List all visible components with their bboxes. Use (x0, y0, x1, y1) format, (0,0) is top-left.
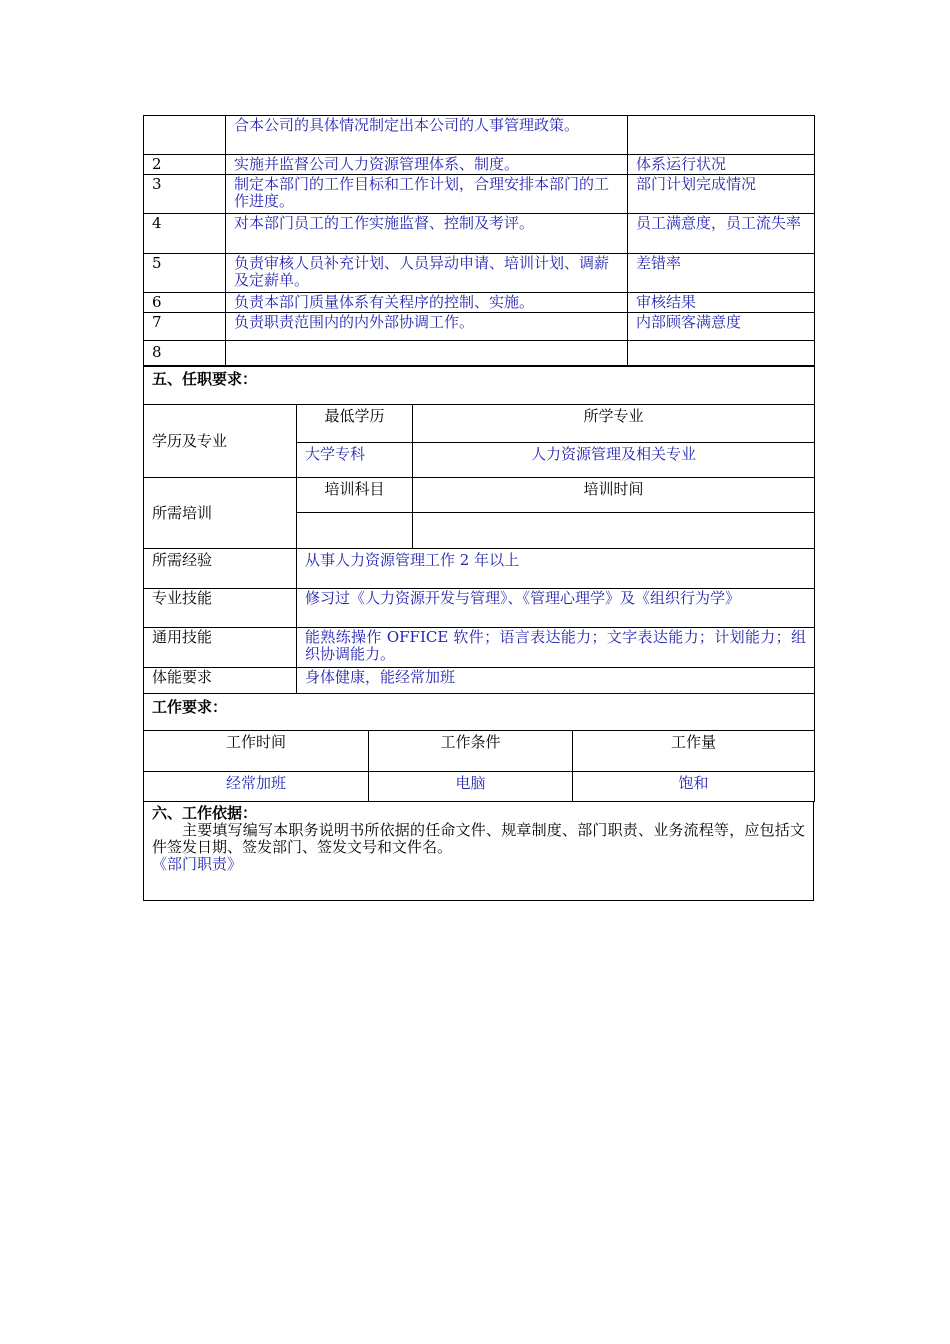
basis-table (143, 801, 814, 901)
pro-skills-label: 专业技能 (144, 589, 297, 628)
table-row (144, 341, 815, 367)
table-row (144, 175, 815, 214)
duty-kpi: 体系运行状况 (628, 155, 815, 175)
table-row (144, 254, 815, 293)
duty-text: 负责审核人员补充计划、人员异动申请、培训计划、调薪及定薪单。 (226, 254, 628, 293)
duty-number: 4 (144, 214, 226, 254)
table-row (144, 802, 814, 901)
duty-kpi (628, 116, 815, 155)
experience-value: 从事人力资源管理工作 2 年以上 (297, 549, 815, 589)
duty-text: 负责本部门质量体系有关程序的控制、实施。 (226, 293, 628, 313)
min-education-header: 最低学历 (297, 405, 413, 443)
training-time-header: 培训时间 (413, 478, 815, 513)
table-row (144, 214, 815, 254)
basis-document: 《部门职责》 (152, 855, 243, 873)
basis-cell (144, 802, 814, 901)
major-header: 所学专业 (413, 405, 815, 443)
work-table (143, 730, 815, 802)
table-row (144, 668, 815, 694)
table-row (144, 628, 815, 668)
duty-number: 7 (144, 313, 226, 341)
duty-number: 2 (144, 155, 226, 175)
duty-kpi: 差错率 (628, 254, 815, 293)
duty-number: 3 (144, 175, 226, 214)
workload-header: 工作量 (573, 731, 815, 772)
training-label: 所需培训 (144, 478, 297, 549)
basis-title: 六、工作依据： (152, 804, 258, 822)
work-condition-value: 电脑 (369, 772, 573, 802)
pro-skills-value: 修习过《人力资源开发与管理》、《管理心理学》及《组织行为学》 (297, 589, 815, 628)
table-row (144, 731, 815, 772)
table-row (144, 478, 815, 513)
table-row (144, 366, 815, 405)
duty-kpi: 部门计划完成情况 (628, 175, 815, 214)
training-subject-header: 培训科目 (297, 478, 413, 513)
table-row (144, 116, 815, 155)
min-education-value: 大学专科 (297, 443, 413, 478)
table-row (144, 313, 815, 341)
general-skills-value: 能熟练操作 OFFICE 软件；语言表达能力；文字表达能力；计划能力；组织协调能力。 (297, 628, 815, 668)
duty-kpi (628, 341, 815, 367)
duty-text: 实施并监督公司人力资源管理体系、制度。 (226, 155, 628, 175)
work-time-value: 经常加班 (144, 772, 369, 802)
table-row (144, 405, 815, 443)
training-time-value (413, 513, 815, 549)
table-row (144, 549, 815, 589)
general-skills-label: 通用技能 (144, 628, 297, 668)
requirements-block (143, 365, 814, 901)
duty-text: 制定本部门的工作目标和工作计划，合理安排本部门的工作进度。 (226, 175, 628, 214)
skills-table (143, 548, 815, 731)
duty-text (226, 341, 628, 367)
requirements-title: 五、任职要求： (144, 366, 815, 405)
table-row (144, 293, 815, 313)
duty-number: 8 (144, 341, 226, 367)
physical-label: 体能要求 (144, 668, 297, 694)
table-row (144, 155, 815, 175)
duties-table (143, 115, 815, 367)
duty-text: 合本公司的具体情况制定出本公司的人事管理政策。 (226, 116, 628, 155)
table-row (144, 772, 815, 802)
duty-number: 5 (144, 254, 226, 293)
work-time-header: 工作时间 (144, 731, 369, 772)
major-value: 人力资源管理及相关专业 (413, 443, 815, 478)
requirements-table (143, 365, 815, 549)
duty-text: 负责职责范围内的内外部协调工作。 (226, 313, 628, 341)
duty-number: 6 (144, 293, 226, 313)
duty-text: 对本部门员工的工作实施监督、控制及考评。 (226, 214, 628, 254)
experience-label: 所需经验 (144, 549, 297, 589)
basis-body: 主要填写编写本职务说明书所依据的任命文件、规章制度、部门职责、业务流程等，应包括文件签发日期、签发部门、签发文号和文件名。 (152, 821, 805, 856)
workload-value: 饱和 (573, 772, 815, 802)
duty-number (144, 116, 226, 155)
duty-kpi: 内部顾客满意度 (628, 313, 815, 341)
training-subject-value (297, 513, 413, 549)
duty-kpi: 员工满意度，员工流失率 (628, 214, 815, 254)
duty-kpi: 审核结果 (628, 293, 815, 313)
physical-value: 身体健康，能经常加班 (297, 668, 815, 694)
duties-block (143, 115, 814, 367)
table-row (144, 694, 815, 731)
work-condition-header: 工作条件 (369, 731, 573, 772)
education-label: 学历及专业 (144, 405, 297, 478)
table-row (144, 589, 815, 628)
work-title: 工作要求： (144, 694, 815, 731)
